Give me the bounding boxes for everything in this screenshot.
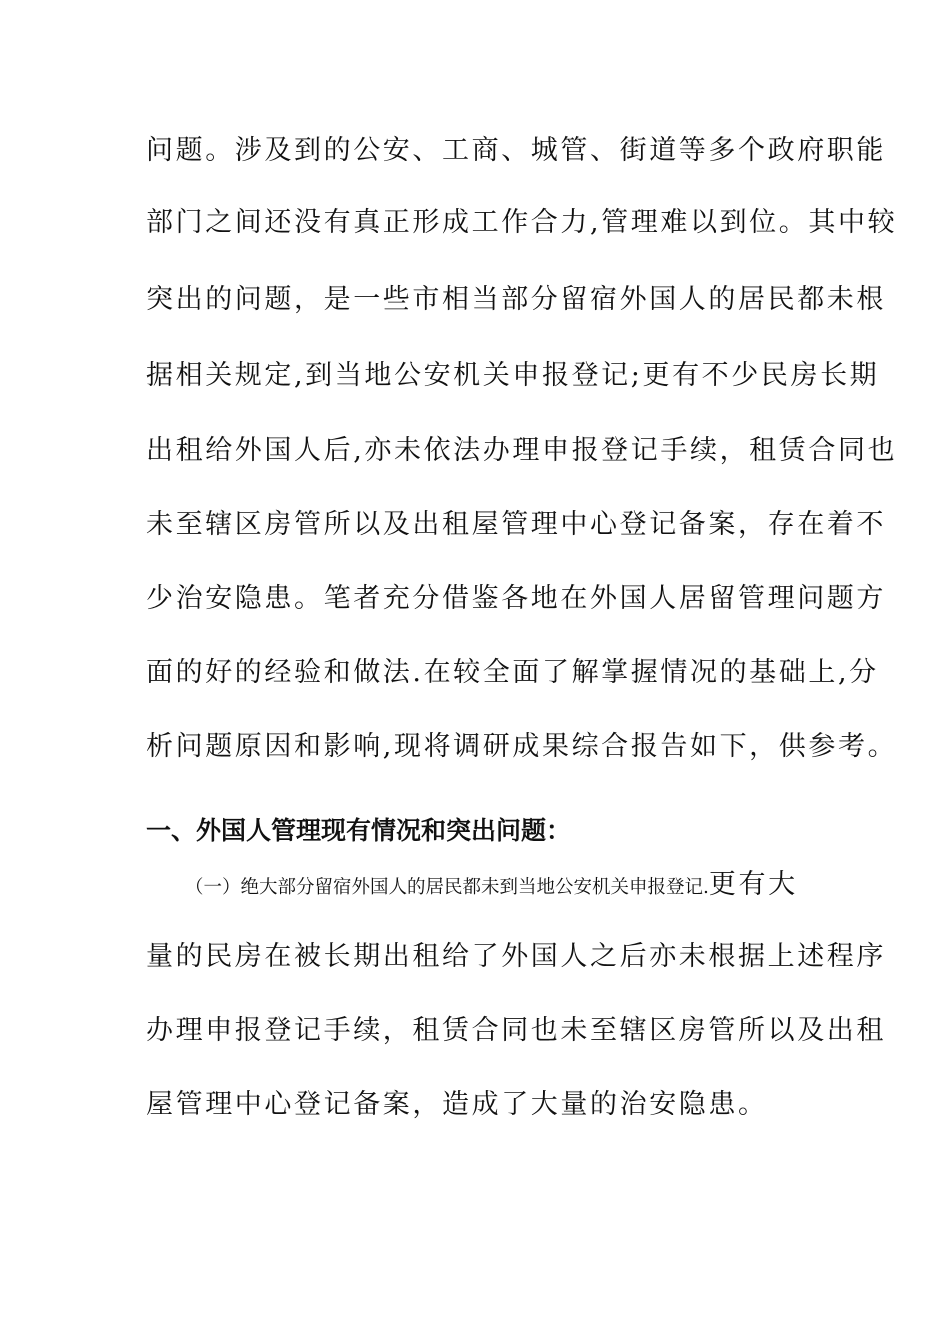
subsection-continuation-text: 更有大 xyxy=(708,869,798,900)
body-text-line: 部门之间还没有真正形成工作合力,管理难以到位。其中较 xyxy=(146,207,898,238)
section-heading: 一、外国人管理现有情况和突出问题： xyxy=(146,816,572,845)
subsection-title-text: （一）绝大部分留宿外国人的居民都未到当地公安机关申报登记. xyxy=(185,877,709,898)
body-text-line: 未至辖区房管所以及出租屋管理中心登记备案，存在着不 xyxy=(146,509,886,540)
body-text-line: 少治安隐患。笔者充分借鉴各地在外国人居留管理问题方 xyxy=(146,583,886,614)
body-text-line: 突出的问题，是一些市相当部分留宿外国人的居民都未根 xyxy=(146,284,886,315)
body-text-line: 量的民房在被长期出租给了外国人之后亦未根据上述程序 xyxy=(146,941,886,972)
body-text-line: 办理申报登记手续，租赁合同也未至辖区房管所以及出租 xyxy=(146,1015,886,1046)
body-text-line: 析问题原因和影响,现将调研成果综合报告如下，供参考。 xyxy=(146,731,898,762)
body-text-line: 面的好的经验和做法.在较全面了解掌握情况的基础上,分 xyxy=(146,657,879,688)
body-text-line: 据相关规定,到当地公安机关申报登记;更有不少民房长期 xyxy=(146,360,880,391)
body-text-line: 屋管理中心登记备案，造成了大量的治安隐患。 xyxy=(146,1089,768,1120)
body-text-line: 问题。涉及到的公安、工商、城管、街道等多个政府职能 xyxy=(146,135,886,166)
subsection-first-line xyxy=(185,867,805,906)
body-text-line: 出租给外国人后,亦未依法办理申报登记手续，租赁合同也 xyxy=(146,435,898,466)
